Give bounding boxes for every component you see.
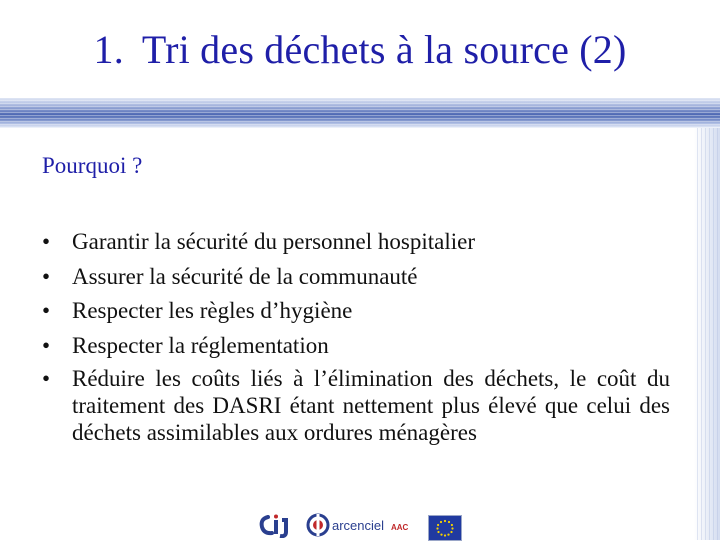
bullet-list xyxy=(42,225,670,446)
bullet-dot: • xyxy=(42,332,51,358)
logo-arcenciel-text: arcenciel xyxy=(332,518,385,533)
bullet-dot: • xyxy=(42,263,51,289)
list-item xyxy=(42,225,670,260)
bullet-dot: • xyxy=(42,229,51,254)
bullet-dot: • xyxy=(42,366,51,391)
bullet-text: Assurer la sécurité de la communauté xyxy=(72,263,418,289)
cij-logo xyxy=(258,514,292,538)
list-item xyxy=(42,365,670,446)
eu-flag-icon xyxy=(428,515,462,541)
title-area xyxy=(0,0,720,100)
list-item xyxy=(42,260,670,295)
arcenciel-logo xyxy=(306,512,416,538)
title-text: Tri des déchets à la source (2) xyxy=(141,27,627,72)
list-item xyxy=(42,294,670,329)
bullet-text: Respecter les règles d’hygiène xyxy=(72,298,353,323)
bullet-text: Garantir la sécurité du personnel hospitalier xyxy=(72,229,475,254)
list-item xyxy=(42,329,670,364)
bullet-dot: • xyxy=(42,298,51,323)
bullet-text: Réduire les coûts liés à l’élimination des déchets, le coût du traitement des DASRI étant nettement plus élevé que celui des déchets assimilables aux ordures ménagères xyxy=(72,366,670,445)
right-edge-decoration xyxy=(694,128,720,540)
slide-title xyxy=(0,26,720,73)
logo-arcenciel-sub: AAC xyxy=(391,523,409,532)
header-band-lines xyxy=(0,98,720,128)
slide-subtitle: Pourquoi ? xyxy=(42,153,143,178)
right-edge-lines xyxy=(694,128,720,540)
bullet-text: Respecter la réglementation xyxy=(72,332,329,358)
title-number: 1. xyxy=(93,27,124,72)
